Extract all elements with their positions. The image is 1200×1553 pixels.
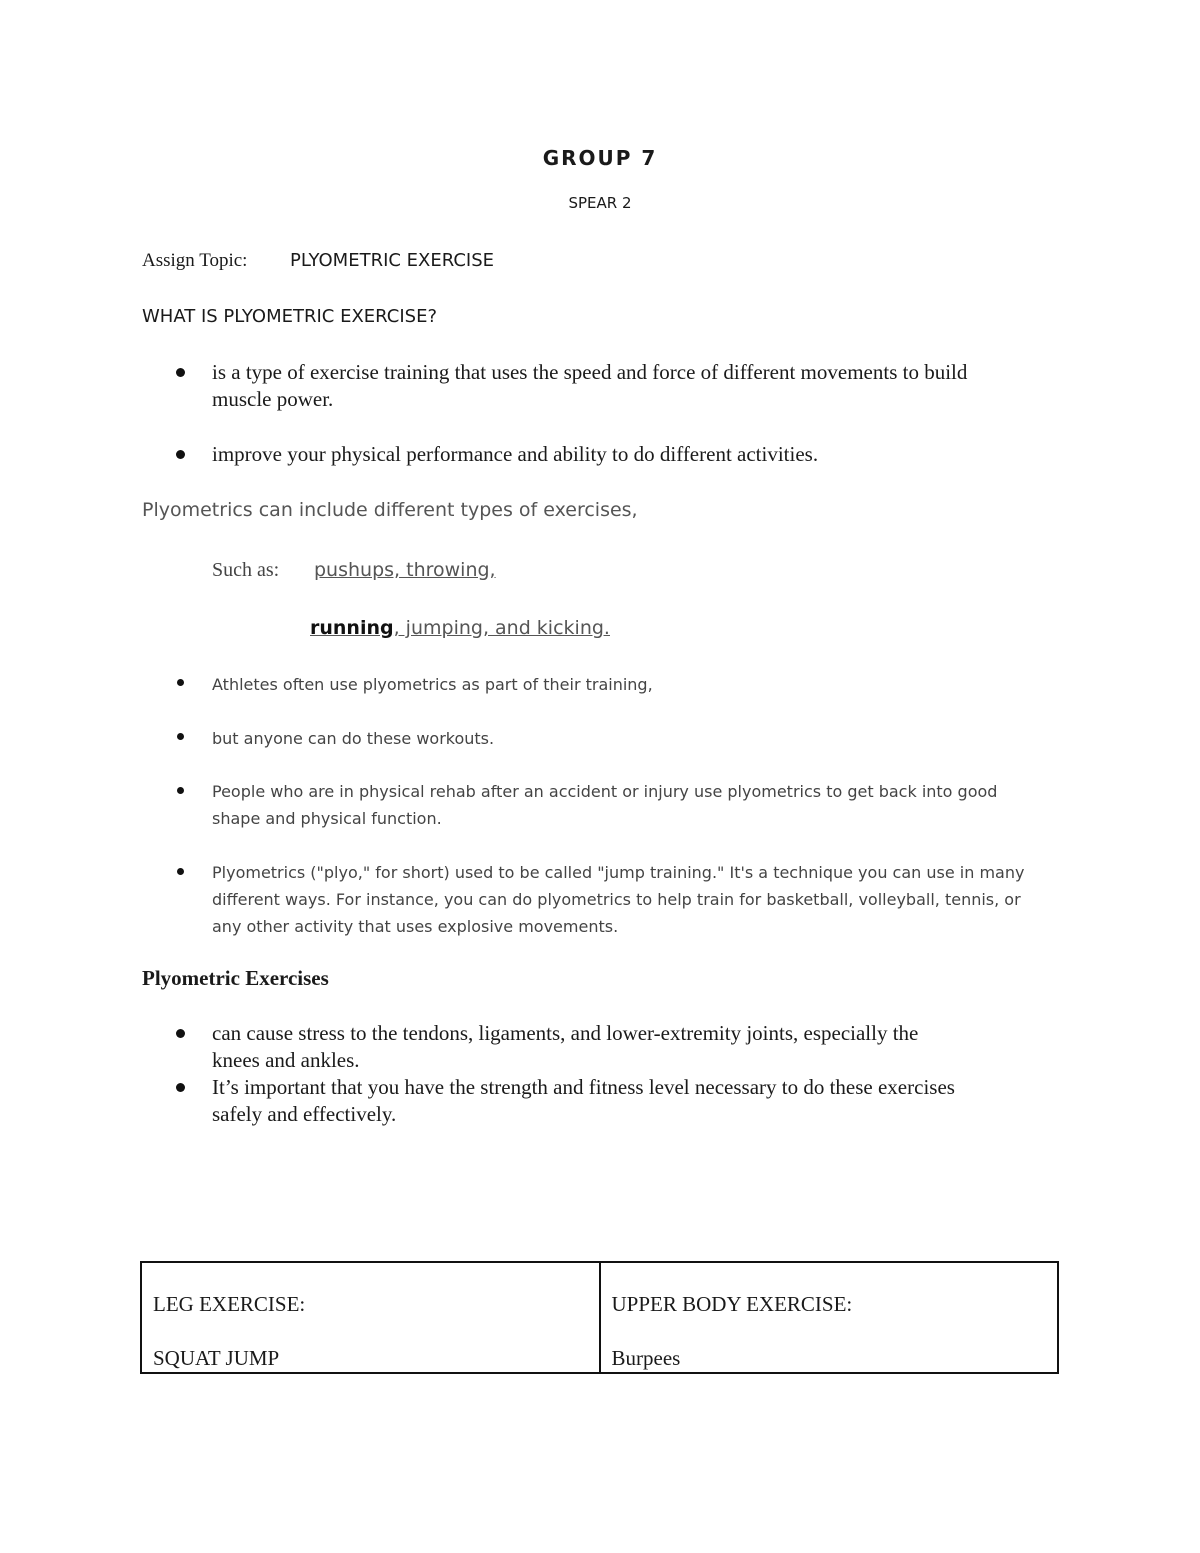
bullet-icon — [177, 679, 184, 686]
info-bullet-2: but anyone can do these workouts. — [212, 729, 495, 748]
section-bullet-1-line-1: can cause stress to the tendons, ligaments, and lower-extremity joints, especially the — [212, 1021, 919, 1045]
section-bullet-1-line-2: knees and ankles. — [212, 1048, 360, 1072]
bullet-icon — [177, 733, 184, 740]
bullet-icon — [176, 1029, 185, 1038]
document-title: GROUP 7 — [542, 146, 658, 170]
upper-body-exercise-value: Burpees — [611, 1346, 681, 1370]
info-bullet-1: Athletes often use plyometrics as part of their training, — [212, 675, 653, 694]
document-subtitle: SPEAR 2 — [568, 194, 632, 212]
examples-label: Such as: — [212, 559, 280, 581]
examples-line-1: pushups, throwing, — [314, 559, 496, 581]
bullet-icon — [176, 1083, 185, 1092]
exercise-table — [140, 1261, 1059, 1374]
info-bullet-3-line-1: People who are in physical rehab after an accident or injury use plyometrics to get back into good — [212, 782, 998, 801]
upper-body-exercise-cell — [600, 1262, 1059, 1373]
definition-bullet-1-line-1: is a type of exercise training that uses the speed and force of different movements to build — [212, 360, 968, 384]
info-bullet-4-line-1: Plyometrics ("plyo," for short) used to be called "jump training." It's a technique you can use in many — [212, 863, 1025, 882]
examples-rest: , jumping, and kicking. — [393, 617, 610, 639]
examples-emphasis: running — [310, 617, 394, 639]
bullet-icon — [176, 368, 185, 377]
assign-topic-label: Assign Topic: — [142, 250, 248, 271]
info-bullet-4-line-2: different ways. For instance, you can do plyometrics to help train for basketball, volleyball, tennis, or — [212, 890, 1021, 909]
leg-exercise-heading: LEG EXERCISE: — [153, 1292, 306, 1316]
question-heading: WHAT IS PLYOMETRIC EXERCISE? — [142, 306, 438, 327]
info-bullet-3-line-2: shape and physical function. — [212, 809, 442, 828]
leg-exercise-cell — [141, 1262, 600, 1373]
examples-line-2 — [310, 617, 610, 639]
leg-exercise-value: SQUAT JUMP — [153, 1346, 280, 1370]
section-bullet-2-line-2: safely and effectively. — [212, 1102, 397, 1126]
definition-bullet-2: improve your physical performance and ability to do different activities. — [212, 442, 819, 466]
bullet-icon — [177, 868, 184, 875]
section-heading: Plyometric Exercises — [142, 966, 329, 990]
upper-body-exercise-heading: UPPER BODY EXERCISE: — [611, 1292, 853, 1316]
info-bullet-4-line-3: any other activity that uses explosive movements. — [212, 917, 619, 936]
bullet-icon — [176, 450, 185, 459]
definition-bullet-1-line-2: muscle power. — [212, 387, 334, 411]
bullet-icon — [177, 787, 184, 794]
section-bullet-2-line-1: It’s important that you have the strength and fitness level necessary to do these exercises — [212, 1075, 955, 1099]
table-row — [141, 1262, 1058, 1373]
intro-text: Plyometrics can include different types of exercises, — [142, 499, 638, 521]
assign-topic-value: PLYOMETRIC EXERCISE — [290, 250, 495, 271]
